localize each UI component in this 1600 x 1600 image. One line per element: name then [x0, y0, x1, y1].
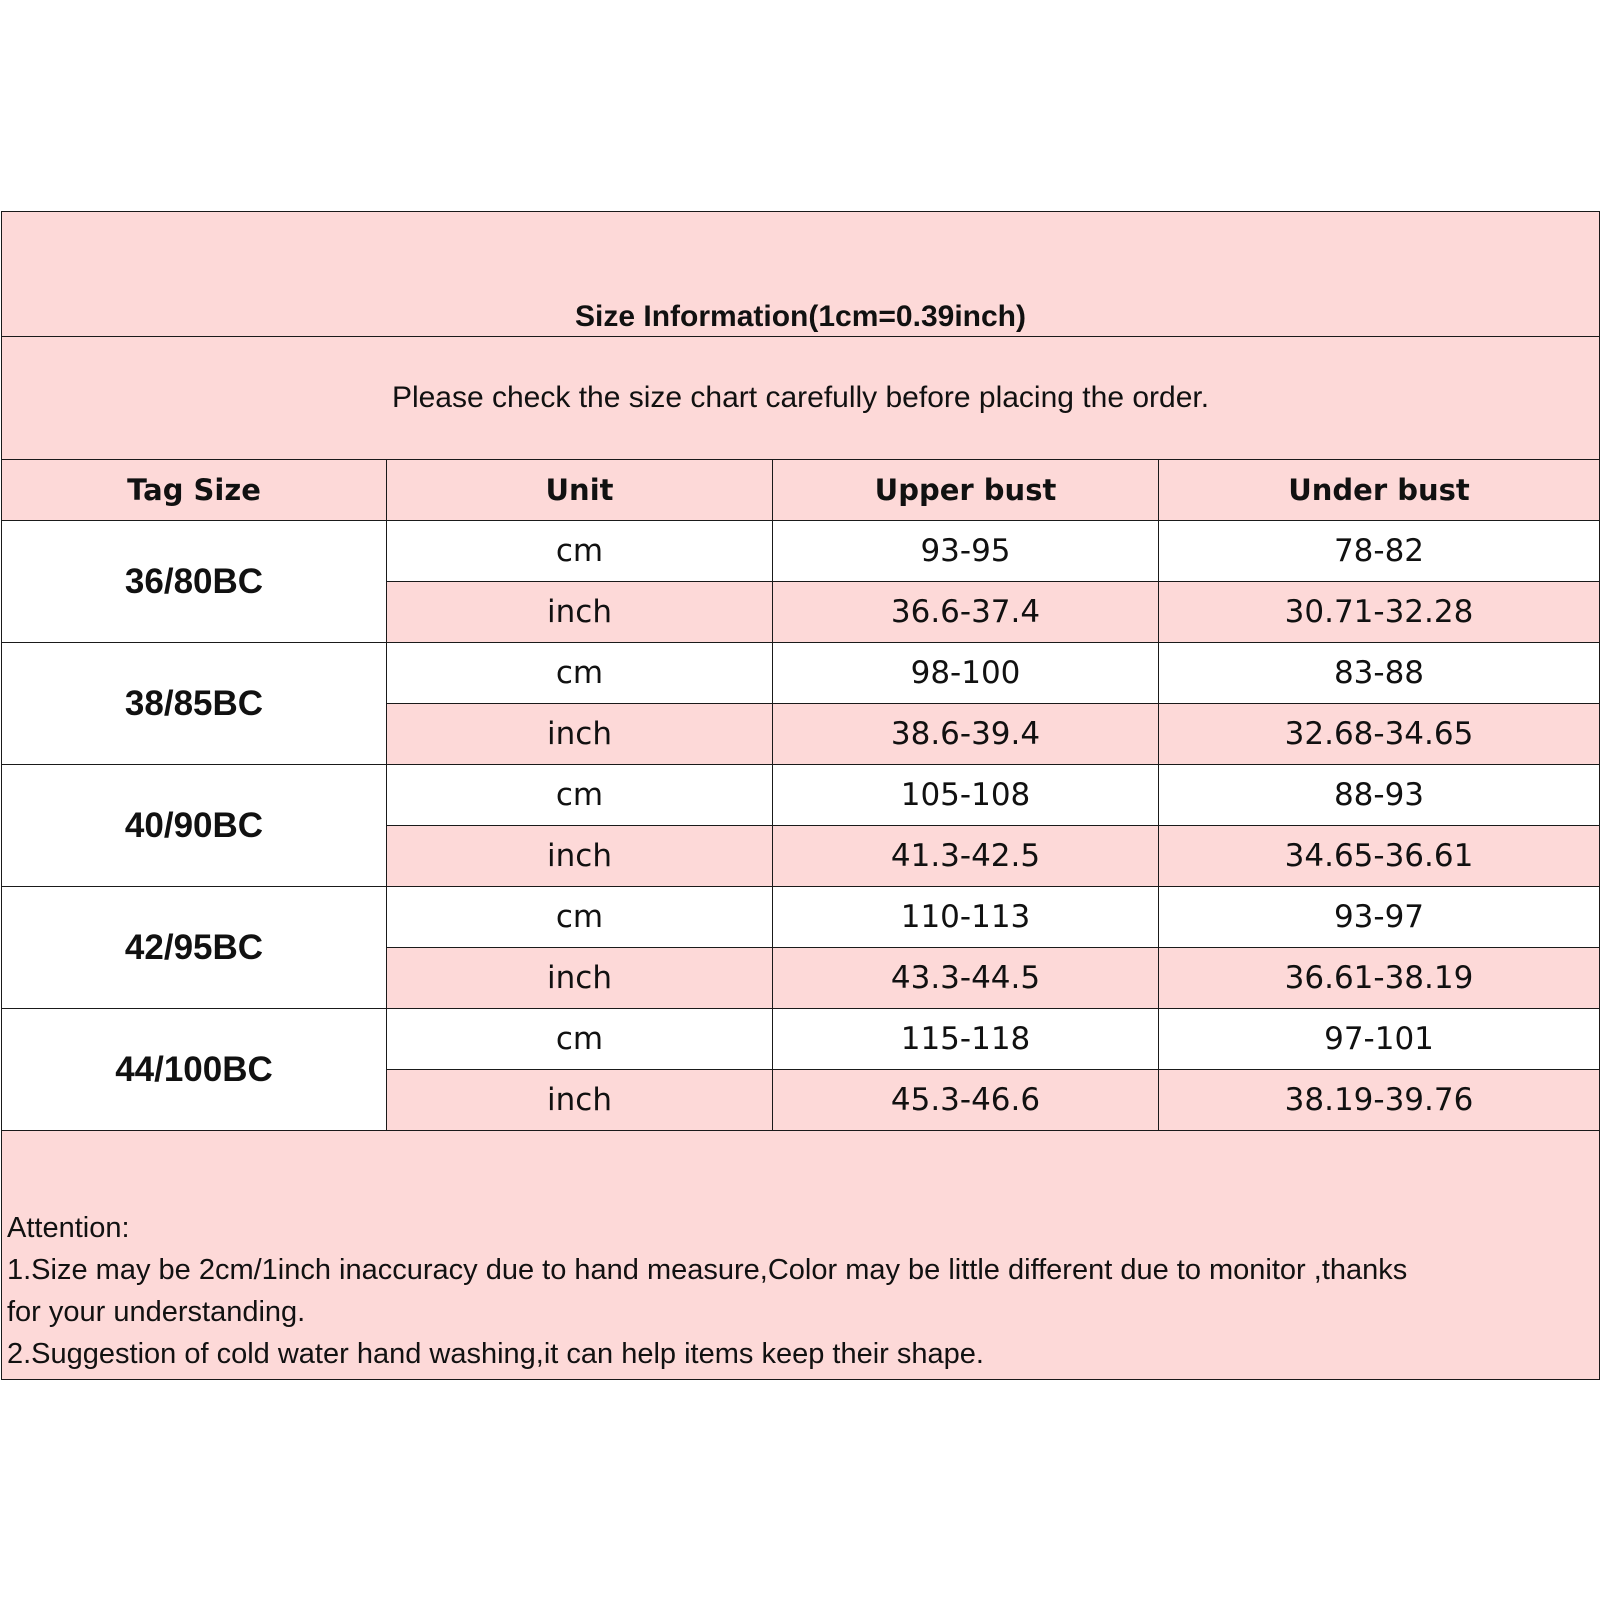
header-tag-size: Tag Size: [2, 460, 387, 521]
tag-size-cell: 44/100BC: [2, 1009, 387, 1131]
note-line: for your understanding.: [7, 1296, 306, 1328]
upper-bust-cell: 36.6-37.4: [773, 582, 1159, 643]
under-bust-cell: 30.71-32.28: [1159, 582, 1600, 643]
upper-bust-cell: 38.6-39.4: [773, 704, 1159, 765]
size-chart-table: [1, 211, 1600, 1380]
table-row: [2, 643, 1600, 704]
upper-bust-cell: 115-118: [773, 1009, 1159, 1070]
table-row: [2, 521, 1600, 582]
attention-notes: [2, 1131, 1600, 1380]
under-bust-cell: 83-88: [1159, 643, 1600, 704]
unit-cell: cm: [387, 521, 773, 582]
tag-size-cell: 38/85BC: [2, 643, 387, 765]
under-bust-cell: 34.65-36.61: [1159, 826, 1600, 887]
title-row: [2, 212, 1600, 337]
under-bust-cell: 97-101: [1159, 1009, 1600, 1070]
under-bust-cell: 88-93: [1159, 765, 1600, 826]
upper-bust-cell: 43.3-44.5: [773, 948, 1159, 1009]
attention-heading: Attention:: [7, 1212, 130, 1244]
tag-size-cell: 40/90BC: [2, 765, 387, 887]
table-row: [2, 887, 1600, 948]
upper-bust-cell: 41.3-42.5: [773, 826, 1159, 887]
subtitle-row: [2, 337, 1600, 460]
unit-cell: inch: [387, 582, 773, 643]
unit-cell: cm: [387, 1009, 773, 1070]
under-bust-cell: 78-82: [1159, 521, 1600, 582]
table-row: [2, 1009, 1600, 1070]
header-upper-bust: Upper bust: [773, 460, 1159, 521]
note-line: 1.Size may be 2cm/1inch inaccuracy due to hand measure,Color may be little different due to monitor ,thanks: [7, 1254, 1408, 1286]
upper-bust-cell: 98-100: [773, 643, 1159, 704]
chart-title: Size Information(1cm=0.39inch): [2, 212, 1600, 337]
note-line: 2.Suggestion of cold water hand washing,it can help items keep their shape.: [7, 1338, 984, 1370]
upper-bust-cell: 45.3-46.6: [773, 1070, 1159, 1131]
header-unit: Unit: [387, 460, 773, 521]
tag-size-cell: 36/80BC: [2, 521, 387, 643]
unit-cell: inch: [387, 826, 773, 887]
notes-row: [2, 1131, 1600, 1380]
unit-cell: inch: [387, 1070, 773, 1131]
under-bust-cell: 36.61-38.19: [1159, 948, 1600, 1009]
upper-bust-cell: 110-113: [773, 887, 1159, 948]
tag-size-cell: 42/95BC: [2, 887, 387, 1009]
upper-bust-cell: 93-95: [773, 521, 1159, 582]
upper-bust-cell: 105-108: [773, 765, 1159, 826]
header-row: [2, 460, 1600, 521]
unit-cell: cm: [387, 887, 773, 948]
header-under-bust: Under bust: [1159, 460, 1600, 521]
chart-subtitle: Please check the size chart carefully before placing the order.: [2, 337, 1600, 460]
under-bust-cell: 32.68-34.65: [1159, 704, 1600, 765]
under-bust-cell: 93-97: [1159, 887, 1600, 948]
unit-cell: inch: [387, 948, 773, 1009]
table-row: [2, 765, 1600, 826]
under-bust-cell: 38.19-39.76: [1159, 1070, 1600, 1131]
unit-cell: cm: [387, 643, 773, 704]
unit-cell: inch: [387, 704, 773, 765]
unit-cell: cm: [387, 765, 773, 826]
